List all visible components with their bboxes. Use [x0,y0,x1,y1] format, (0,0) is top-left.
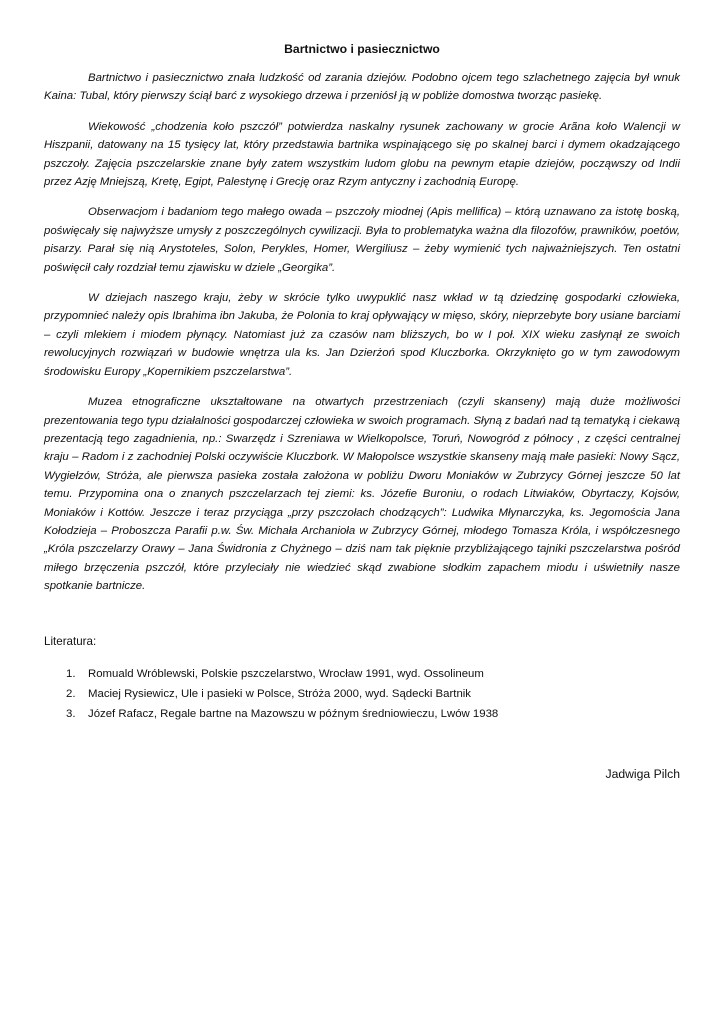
literature-item-number: 2. [66,687,76,700]
literature-item-text: Józef Rafacz, Regale bartne na Mazowszu w późnym średniowieczu, Lwów 1938 [88,707,499,720]
literature-item [44,684,680,704]
literature-item-number: 3. [66,707,76,720]
literature-item-text: Maciej Rysiewicz, Ule i pasieki w Polsce, Stróża 2000, wyd. Sądecki Bartnik [88,687,471,700]
author-signature: Jadwiga Pilch [605,766,680,781]
literature-item [44,704,680,724]
paragraph-5: Muzea etnograficzne ukształtowane na otwartych przestrzeniach (czyli skanseny) mają duże możliwości prezentowania tego typu działalności gospodarczej człowieka w swoich programach. Słyną z badań nad tą tematyką i ciekawą prezentacją tego zagadnienia, np.: Swarzędz i Szreniawa w Wielkopolsce, Toruń, Nowogród z północy , z części centralnej kraju – Radom i z zachodniej Polski oczywiście Kluczbork. W Małopolsce wszystkie skanseny mają małe pasieki: Nowy Sącz, Wygiełzów, Stróża, ale pierwsza pasieka została założona w pobliżu Dworu Moniaków w Zubrzycy Górnej jeszcze 50 lat temu. Przypomina ona o znanych pszczelarzach tej ziemi: ks. Józefie Buroniu, o rodach Litwiaków, Obyrtaczy, Kojsów, Moniaków i Kottów. Jeszcze i teraz przyciąga „przy pszczołach chodzących”: Ludwika Młynarczyka, ks. Jegomościa Jana Kołodzieja – Proboszcza Parafii p.w. Św. Michała Archanioła w Zubrzycy Górnej, młodego Tomasza Króla, i współczesnego „Króla pszczelarzy Orawy – Jana Świdronia z Chyżnego – dziś nam tak pięknie przybliżającego tajniki pszczelarstwa pośród miłego brzęczenia pszczół, które przyleciały nie wiedzieć skąd zwabione słodkim zapachem miodu i uświetniły nasze spotkanie bartnicze. [44,396,680,593]
document-title: Bartnictwo i pasiecznictwo [284,42,440,56]
paragraph-1: Bartnictwo i pasiecznictwo znała ludzkość od zarania dziejów. Podobno ojcem tego szlachetnego zajęcia był wnuk Kaina: Tubal, który pierwszy ściął barć z wysokiego drzewa i przeniósł ją w pobliże domostwa tworząc pasiekę. [44,72,680,103]
literature-heading: Literatura: [44,634,97,648]
paragraph-4: W dziejach naszego kraju, żeby w skrócie tylko uwypuklić nasz wkład w tą dziedzinę gospodarki człowieka, przypomnieć należy opis Ibrahima ibn Jakuba, że Polonia to kraj opływający w mięso, skóry, nieprzebyte bory usiane barciami – czyli mlekiem i miodem płynący. Natomiast już za czasów nam bliższych, bo w I poł. XIX wieku zasłynął ze swoich rewolucyjnych rozwiązań w budowie wnętrza ula ks. Jan Dzierżoń spod Kluczborka. Okrzyknięto go w tym zawodowym środowisku Europy „Kopernikiem pszczelarstwa”. [44,292,680,378]
literature-item-text: Romuald Wróblewski, Polskie pszczelarstwo, Wrocław 1991, wyd. Ossolineum [88,667,484,680]
paragraph-3: Obserwacjom i badaniom tego małego owada – pszczoły miodnej (Apis mellifica) – którą uznawano za istotę boską, poświęcały się najwyższe umysły z poszczególnych cywilizacji. Była to problematyka ważna dla filozofów, prawników, poetów, pisarzy. Parał się nią Arystoteles, Solon, Perykles, Homer, Wergiliusz – żeby wymienić tych najważniejszych. Ten ostatni poświęcił cały rozdział temu zjawisku w dziele „Georgika”. [44,206,680,274]
paragraph-2: Wiekowość „chodzenia koło pszczół” potwierdza naskalny rysunek zachowany w grocie Arãna koło Walencji w Hiszpanii, datowany na 15 tysięcy lat, który przedstawia bartnika wspinającego się po skalnej barci i dymem okadzającego pszczoły. Zajęcia pszczelarskie znane były zatem wszystkim ludom globu na pewnym etapie dziejów, począwszy od Indii przez Azję Mniejszą, Kretę, Egipt, Palestynę i Grecję oraz Rzym antyczny i zachodnią Europę. [44,120,680,189]
document-page [44,40,680,783]
literature-item-number: 1. [66,667,76,680]
literature-item [44,664,680,684]
literature-list [44,664,680,724]
